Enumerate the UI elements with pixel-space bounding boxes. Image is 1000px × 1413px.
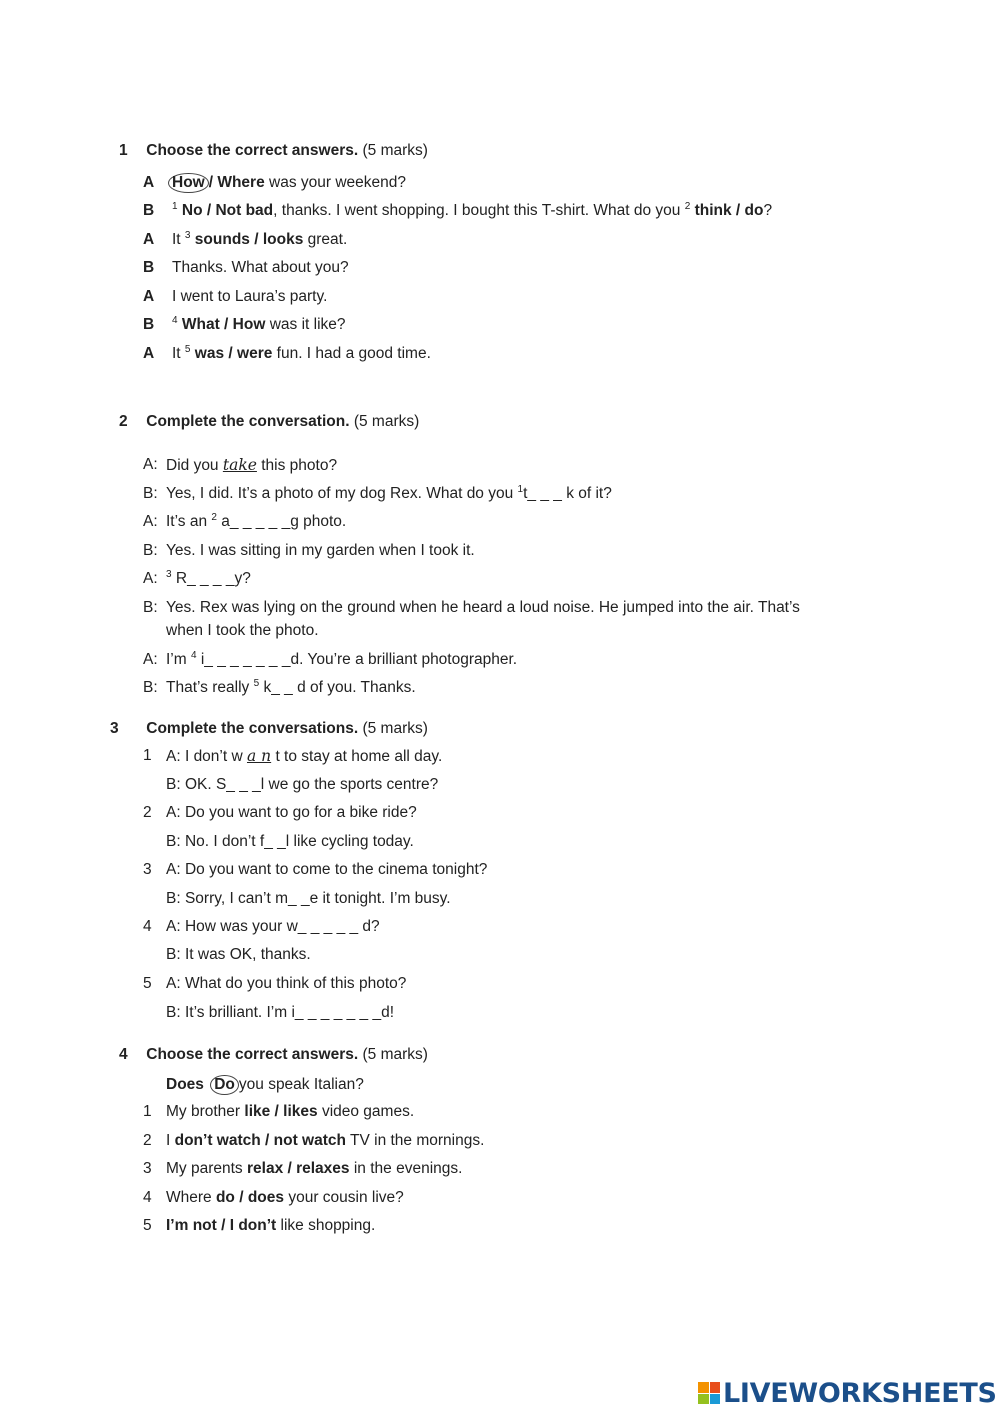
speaker-label: A: — [143, 456, 158, 473]
answer-choice[interactable]: sounds / looks — [194, 231, 304, 248]
dialogue-line: A: What do you think of this photo? — [166, 975, 407, 992]
exercise-number: 2 — [119, 413, 128, 430]
dialogue-line: I went to Laura’s party. — [172, 288, 328, 305]
speaker-label: B — [143, 316, 155, 333]
exercise-3-heading — [110, 720, 428, 738]
example-answer: take — [222, 456, 257, 474]
item-number: 4 — [143, 918, 152, 935]
speaker-label: B: — [143, 485, 158, 502]
sentence: My brother like / likes video games. — [166, 1103, 415, 1120]
answer-choice[interactable]: like / likes — [244, 1103, 318, 1120]
dialogue-line: Did you take this photo? — [166, 456, 338, 474]
item-number: 3 — [143, 861, 152, 878]
gap-fill[interactable]: R_ _ _ _y? — [175, 570, 251, 587]
answer-choice[interactable]: What / How — [181, 316, 266, 333]
dialogue-line: It $^3$ sounds / looks great. — [172, 230, 348, 248]
speaker-label: A — [143, 231, 155, 248]
speaker-label: A — [143, 288, 155, 305]
speaker-label: B: — [143, 542, 158, 559]
speaker-label: A: — [143, 513, 158, 530]
answer-choice[interactable]: don’t watch / not watch — [174, 1132, 346, 1149]
item-number: 5 — [143, 1217, 152, 1234]
exercise-number: 1 — [119, 142, 128, 159]
dialogue-line: Thanks. What about you? — [172, 259, 349, 276]
dialogue-line: $^4$ What / How was it like? — [172, 315, 346, 333]
example-line: Does Do you speak Italian? — [166, 1076, 364, 1093]
exercise-marks: (5 marks) — [362, 142, 428, 159]
exercise-number: 4 — [119, 1046, 128, 1063]
logo-mark-icon — [698, 1382, 720, 1404]
item-number: 4 — [143, 1189, 152, 1206]
answer-choice[interactable]: relax / relaxes — [246, 1160, 350, 1177]
exercise-title: Choose the correct answers. — [146, 1046, 359, 1063]
dialogue-line: $^3$ R_ _ _ _y? — [166, 569, 251, 587]
speaker-label: A: — [143, 651, 158, 668]
gap-fill-line[interactable]: B: It’s brilliant. I’m i_ _ _ _ _ _ _d! — [166, 1004, 395, 1021]
speaker-label: A — [143, 345, 155, 362]
logo-text: LIVEWORKSHEETS — [723, 1377, 997, 1409]
dialogue-line: A: Do you want to go for a bike ride? — [166, 804, 417, 821]
dialogue-line: Yes, I did. It’s a photo of my dog Rex. What do you $^1$t_ _ _ k of it? — [166, 484, 612, 502]
gap-fill-line[interactable]: B: OK. S_ _ _l we go the sports centre? — [166, 776, 439, 793]
dialogue-line: It $^5$ was / were fun. I had a good time. — [172, 344, 431, 362]
sentence: My parents relax / relaxes in the evenings. — [166, 1160, 463, 1177]
item-number: 2 — [143, 1132, 152, 1149]
speaker-label: B — [143, 202, 155, 219]
answer-choice[interactable]: think / do — [694, 202, 764, 219]
exercise-number: 3 — [110, 720, 119, 737]
item-number: 1 — [143, 747, 152, 764]
answer-choice[interactable]: was / were — [194, 345, 273, 362]
sentence: I don’t watch / not watch TV in the mornings. — [166, 1132, 485, 1149]
dialogue-line: $^1$ No / Not bad, thanks. I went shopping. I bought this T-shirt. What do you $^2$ think / do? — [172, 201, 773, 219]
dialogue-line: Yes. Rex was lying on the ground when he heard a loud noise. He jumped into the air. That’s — [166, 599, 800, 616]
gap-fill-line[interactable]: B: No. I don’t f_ _l like cycling today. — [166, 833, 414, 850]
gap-fill-line[interactable]: B: Sorry, I can’t m_ _e it tonight. I’m busy. — [166, 890, 451, 907]
exercise-title: Complete the conversation. — [146, 413, 350, 430]
exercise-1-heading — [119, 142, 428, 160]
answer-choice[interactable]: do / does — [215, 1189, 285, 1206]
item-number: 5 — [143, 975, 152, 992]
speaker-label: A: — [143, 570, 158, 587]
gap-fill[interactable]: k_ _ d of you. Thanks. — [263, 679, 416, 696]
exercise-marks: (5 marks) — [362, 1046, 428, 1063]
exercise-marks: (5 marks) — [362, 720, 428, 737]
circled-answer[interactable]: How — [168, 173, 209, 193]
sentence: I’m not / I don’t like shopping. — [166, 1217, 376, 1234]
gap-fill-line[interactable]: A: How was your w_ _ _ _ _ d? — [166, 918, 380, 935]
dialogue-line: It’s an $^2$ a_ _ _ _ _g photo. — [166, 512, 347, 530]
gap-fill[interactable]: t_ _ _ k of it? — [523, 485, 612, 502]
gap-fill[interactable]: a_ _ _ _ _g photo. — [221, 513, 347, 530]
circled-answer[interactable]: Do — [210, 1075, 239, 1095]
answer-choice[interactable]: I’m not / I don’t — [166, 1217, 277, 1234]
speaker-label: B: — [143, 679, 158, 696]
item-number: 1 — [143, 1103, 152, 1120]
dialogue-line: A: I don’t w a n t to stay at home all day. — [166, 747, 443, 765]
speaker-label: B — [143, 259, 155, 276]
dialogue-line-continued: when I took the photo. — [166, 622, 319, 639]
item-number: 2 — [143, 804, 152, 821]
answer-choice[interactable]: No / Not bad — [181, 202, 274, 219]
gap-fill[interactable]: i_ _ _ _ _ _ _d. You’re a brilliant photographer. — [200, 651, 518, 668]
dialogue-line: Yes. I was sitting in my garden when I took it. — [166, 542, 475, 559]
exercise-title: Complete the conversations. — [146, 720, 359, 737]
example-answer: a n — [246, 747, 272, 765]
dialogue-line: I’m $^4$ i_ _ _ _ _ _ _d. You’re a brilliant photographer. — [166, 650, 518, 668]
speaker-label: B: — [143, 599, 158, 616]
dialogue-line: A: Do you want to come to the cinema tonight? — [166, 861, 488, 878]
exercise-title: Choose the correct answers. — [146, 142, 359, 159]
dialogue-line: B: It was OK, thanks. — [166, 946, 311, 963]
exercise-2-heading — [119, 413, 419, 431]
speaker-label: A — [143, 174, 155, 191]
exercise-marks: (5 marks) — [353, 413, 420, 430]
item-number: 3 — [143, 1160, 152, 1177]
exercise-4-heading — [119, 1046, 428, 1064]
dialogue-line: How / Where was your weekend? — [172, 173, 406, 193]
liveworksheets-logo — [698, 1378, 997, 1408]
dialogue-line: That’s really $^5$ k_ _ d of you. Thanks. — [166, 678, 416, 696]
sentence: Where do / does your cousin live? — [166, 1189, 404, 1206]
